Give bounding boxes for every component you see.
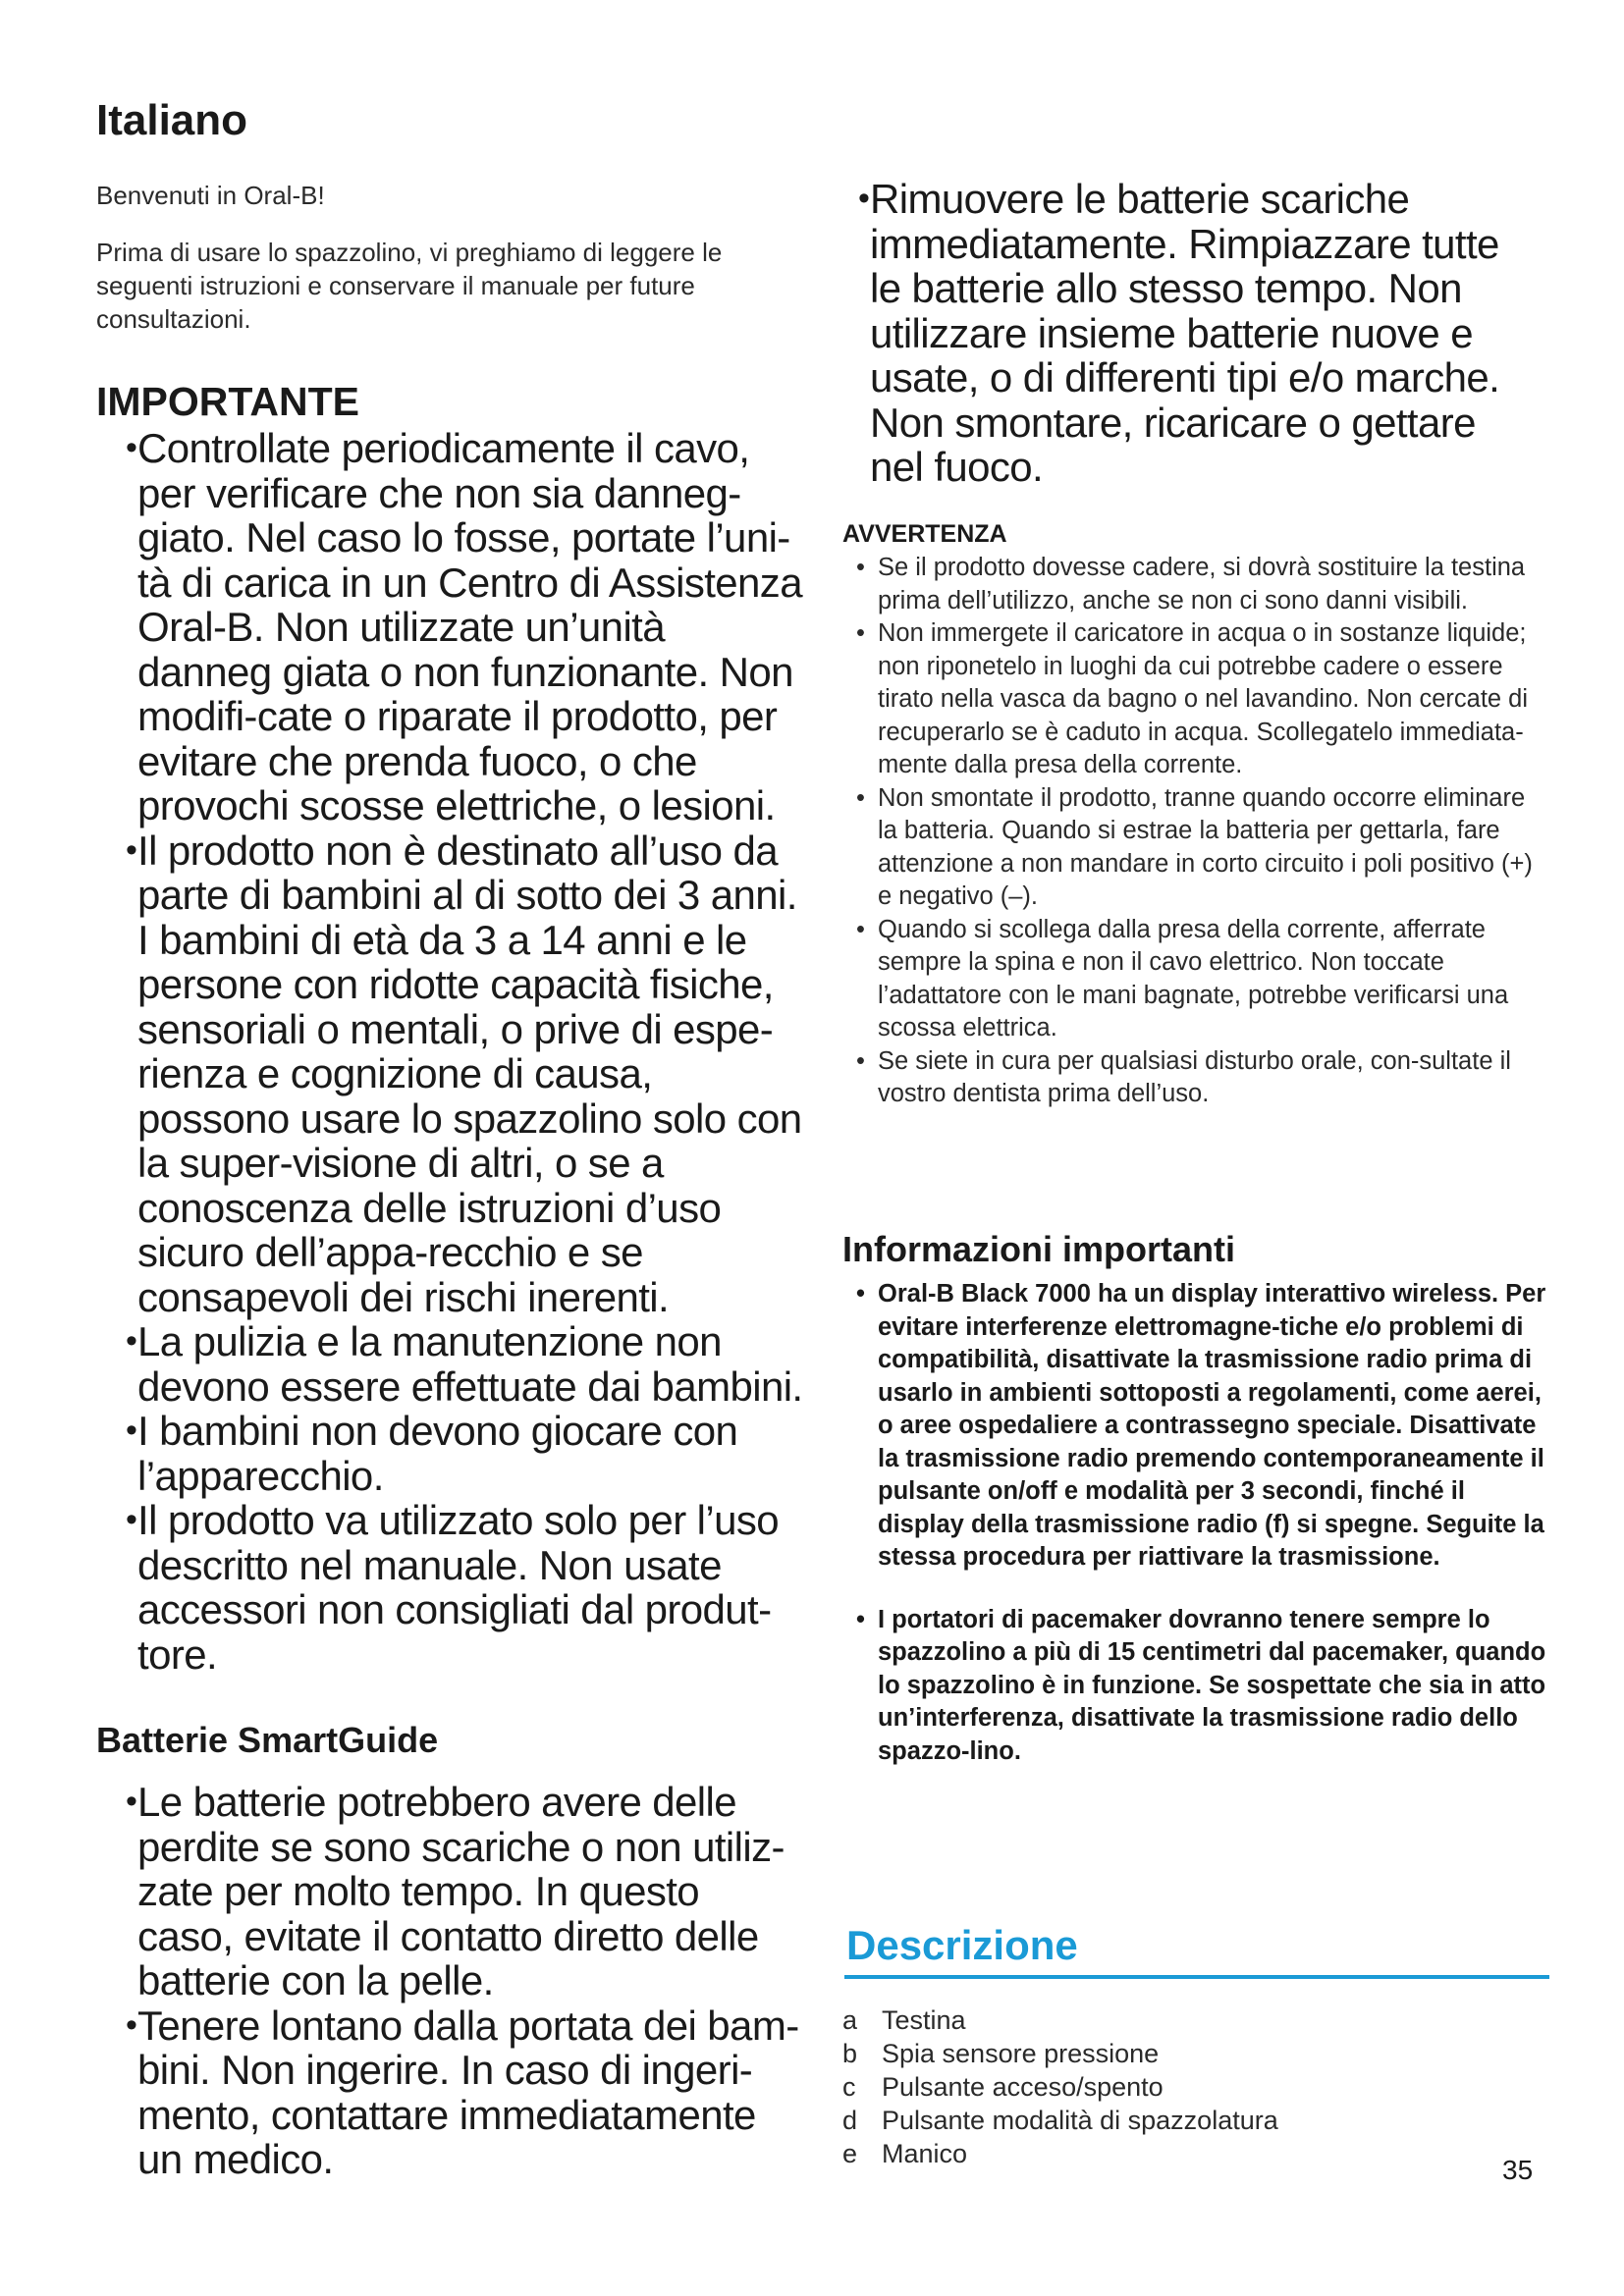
description-item: [842, 2137, 1549, 2170]
batteries-heading: Batterie SmartGuide: [96, 1720, 439, 1760]
battery-item: • Tenere lontano dalla portata dei bam-bini. Non ingerire. In caso di ingeri-mento, contattare immediatamente un medico.: [96, 2003, 803, 2182]
description-letter: e: [842, 2139, 858, 2168]
description-list: [842, 2003, 1549, 2170]
description-item: [842, 2070, 1549, 2104]
important-item: • La pulizia e la manutenzione non devono essere effettuate dai bambini.: [96, 1319, 803, 1409]
important-list: [96, 426, 803, 1677]
description-letter: c: [842, 2072, 856, 2102]
language-title: Italiano: [96, 96, 248, 144]
description-item: [842, 2104, 1549, 2137]
description-rule: [844, 1975, 1549, 1979]
description-label: Pulsante modalità di spazzolatura: [882, 2106, 1278, 2135]
battery-item: • Le batterie potrebbero avere delle perdite se sono scariche o non utiliz-zate per molto tempo. In questo caso, evitate il contatto diretto delle batterie con la pelle.: [96, 1780, 803, 2003]
description-item: [842, 2003, 1549, 2037]
description-letter: b: [842, 2039, 858, 2068]
batteries-list-left: [96, 1780, 803, 2182]
description-label: Manico: [882, 2139, 968, 2168]
warning-item: • Quando si scollega dalla presa della corrente, afferrate sempre la spina e non il cavo elettrico. Non toccate l’adattatore con le mani bagnate, potrebbe verificarsi una scossa elettrica.: [842, 914, 1549, 1045]
batteries-list-right: [829, 177, 1536, 490]
description-label: Spia sensore pressione: [882, 2039, 1160, 2068]
battery-item: • Rimuovere le batterie scariche immediatamente. Rimpiazzare tutte le batterie allo stesso tempo. Non utilizzare insieme batterie nuove e usate, o di differenti tipi e/o marche. Non smontare, ricaricare o gettare nel fuoco.: [829, 177, 1536, 490]
description-letter: a: [842, 2005, 858, 2035]
page-number: 35: [1502, 2155, 1534, 2185]
warning-item: • Se siete in cura per qualsiasi disturbo orale, con-sultate il vostro dentista prima dell’uso.: [842, 1045, 1549, 1111]
description-label: Testina: [882, 2005, 966, 2035]
important-item: • Il prodotto va utilizzato solo per l’uso descritto nel manuale. Non usate accessori non consigliati dal produt-tore.: [96, 1498, 803, 1677]
important-heading: IMPORTANTE: [96, 379, 360, 424]
warning-list: [842, 552, 1549, 1111]
important-item: • Il prodotto non è destinato all’uso da parte di bambini al di sotto dei 3 anni. I bambini di età da 3 a 14 anni e le persone con ridotte capacità fisiche, sensoriali o mentali, o prive di espe-rienza e cognizione di causa, possono usare lo spazzolino solo con la super-visione di altri, o se a conoscenza delle istruzioni d’uso sicuro dell’appa-recchio e se consapevoli dei rischi inerenti.: [96, 828, 803, 1320]
warning-item: • Non immergete il caricatore in acqua o in sostanze liquide; non riponetelo in luoghi da cui potrebbe cadere o essere tirato nella vasca da bagno o nel lavandino. Non cercate di recuperarlo se è caduto in acqua. Scollegatelo immediata-mente dalla presa della corrente.: [842, 617, 1549, 782]
description-heading: Descrizione: [846, 1922, 1078, 1968]
welcome-text: Benvenuti in Oral-B!: [96, 181, 325, 210]
important-item: • I bambini non devono giocare con l’apparecchio.: [96, 1409, 803, 1498]
description-item: [842, 2037, 1549, 2070]
warning-item: • Non smontate il prodotto, tranne quando occorre eliminare la batteria. Quando si estrae la batteria per gettarla, fare attenzione a non mandare in corto circuito i poli positivo (+) e negativo (–).: [842, 782, 1549, 914]
description-label: Pulsante acceso/spento: [882, 2072, 1164, 2102]
info-item: • I portatori di pacemaker dovranno tenere sempre lo spazzolino a più di 15 centimetri dal pacemaker, quando lo spazzolino è in funzione. Se sospettate che sia in atto un’interferenza, disattivate la trasmissione radio dello spazzo-lino.: [842, 1604, 1549, 1769]
intro-text: Prima di usare lo spazzolino, vi preghiamo di leggere le seguenti istruzioni e conservare il manuale per future consultazioni.: [96, 238, 723, 334]
warning-heading: AVVERTENZA: [842, 520, 1007, 548]
important-item: • Controllate periodicamente il cavo, per verificare che non sia danneg-giato. Nel caso lo fosse, portate l’uni-tà di carica in un Centro di Assistenza Oral-B. Non utilizzate un’unità danneg giata o non funzionante. Non modifi-cate o riparate il prodotto, per evitare che prenda fuoco, o che provochi scosse elettriche, o lesioni.: [96, 426, 803, 828]
description-letter: d: [842, 2106, 858, 2135]
info-heading: Informazioni importanti: [842, 1229, 1235, 1269]
info-list: [842, 1278, 1549, 1768]
info-item: • Oral-B Black 7000 ha un display interattivo wireless. Per evitare interferenze elettromagne-tiche e/o problemi di compatibilità, disattivate la trasmissione radio prima di usarlo in ambienti sottoposti a regolamenti, come aerei, o aree ospedaliere a contrassegno speciale. Disattivate la trasmissione radio premendo contemporaneamente il pulsante on/off e modalità per 3 secondi, finché il display della trasmissione radio (f) si spegne. Seguite la stessa procedura per riattivare la trasmissione.: [842, 1278, 1549, 1575]
warning-item: • Se il prodotto dovesse cadere, si dovrà sostituire la testina prima dell’utilizzo, anche se non ci sono danni visibili.: [842, 552, 1549, 617]
